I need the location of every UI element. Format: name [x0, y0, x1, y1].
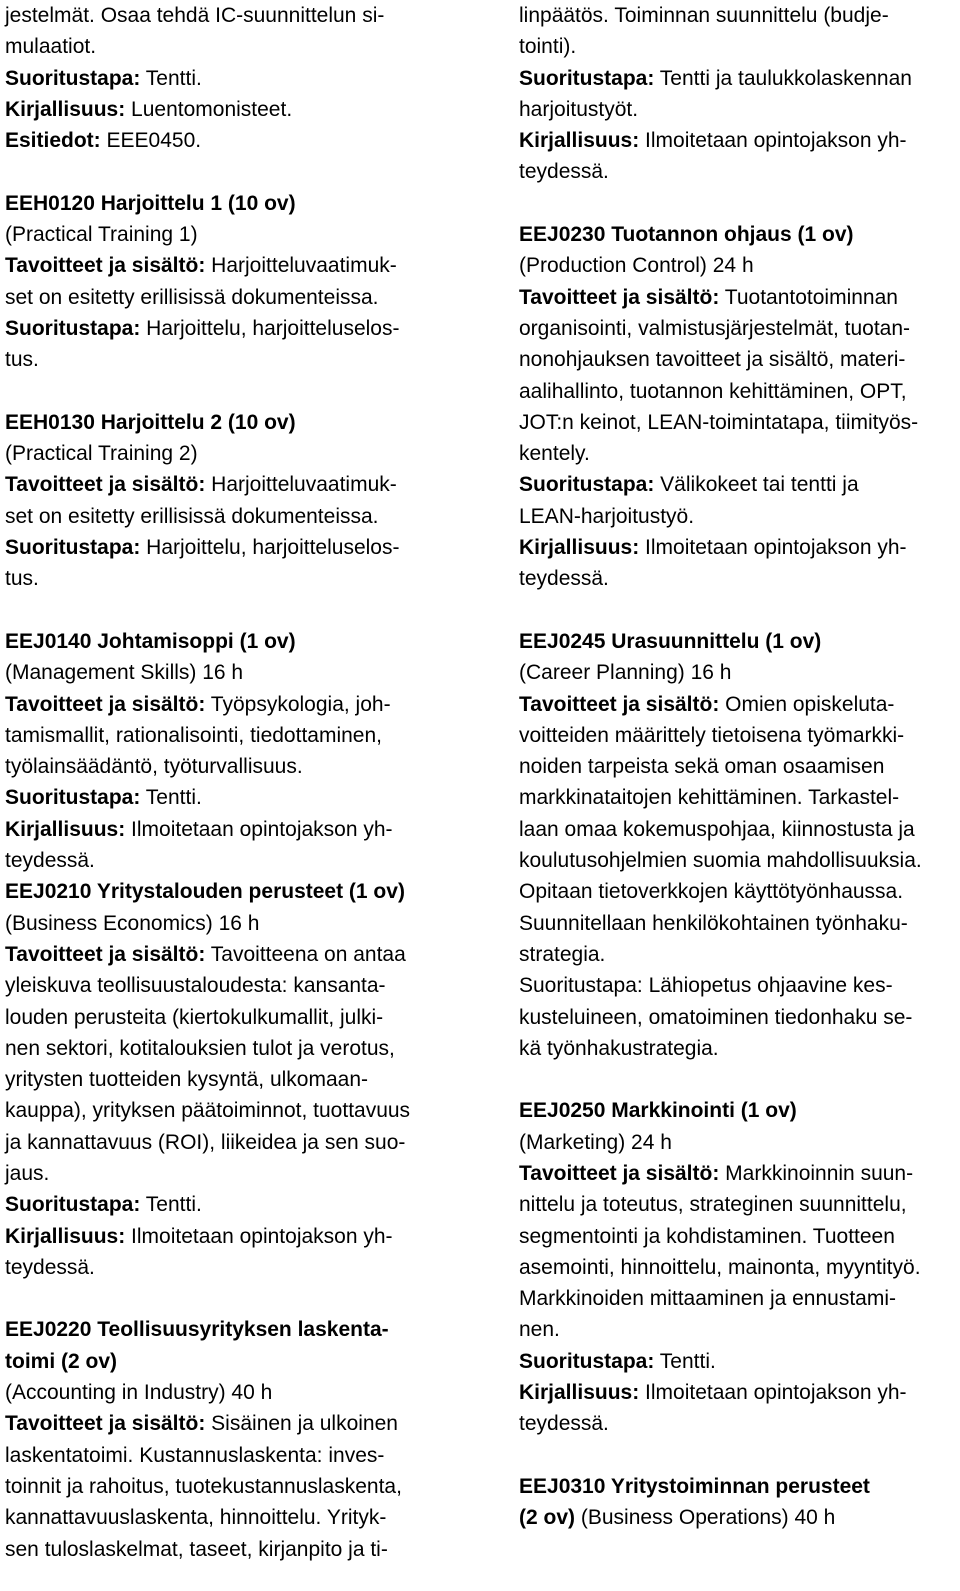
text: Tentti. [140, 1193, 202, 1217]
text-line [5, 1095, 445, 1126]
bold-text: Kirjallisuus: [5, 1224, 126, 1248]
text-line [519, 94, 959, 125]
text-line [519, 1033, 959, 1064]
text: kä työnhakustrategia. [519, 1036, 719, 1060]
text-line [519, 532, 959, 563]
text: tus. [5, 348, 39, 372]
text-line [519, 376, 959, 407]
text-line [5, 908, 445, 939]
text: laan omaa kokemuspohjaa, kiinnostusta ja [519, 817, 915, 841]
text: LEAN-harjoitustyö. [519, 504, 695, 528]
text: Harjoittelu, harjoitteluselos- [140, 536, 400, 560]
bold-text: Suoritustapa: [519, 1349, 655, 1373]
text-line [5, 1377, 445, 1408]
text-line [5, 1283, 445, 1314]
bold-text: EEJ0140 Johtamisoppi (1 ov) [5, 629, 296, 653]
text-line [519, 939, 959, 970]
text: Työpsykologia, joh- [205, 692, 391, 716]
text-line [5, 188, 445, 219]
text-line [5, 845, 445, 876]
text: Ilmoitetaan opintojakson yh- [639, 1381, 907, 1405]
text-line [5, 1158, 445, 1189]
text: voitteiden määrittely tietoisena työmarkki- [519, 723, 905, 747]
text: harjoitustyöt. [519, 97, 639, 121]
text-line [5, 501, 445, 532]
text-line [519, 1502, 959, 1533]
text-line [519, 1158, 959, 1189]
text: kauppa), yrityksen päätoiminnot, tuottavuus [5, 1099, 411, 1123]
bold-text: EEJ0210 Yritystalouden perusteet (1 ov) [5, 880, 405, 904]
text: (Practical Training 1) [5, 223, 198, 247]
text: EEE0450. [100, 129, 202, 153]
text-line [519, 250, 959, 281]
text: Suoritustapa: Lähiopetus ohjaavine kes- [519, 974, 893, 998]
text: (Management Skills) 16 h [5, 661, 244, 685]
text: markkinataitojen kehittäminen. Tarkastel- [519, 786, 900, 810]
text-line [519, 908, 959, 939]
text: noiden tarpeista sekä oman osaamisen [519, 755, 885, 779]
text: Tentti. [140, 786, 202, 810]
text: louden perusteita (kiertokulkumallit, julki- [5, 1005, 384, 1029]
bold-text: Tavoitteet ja sisältö: [5, 254, 206, 278]
text-line [5, 1033, 445, 1064]
text-line [519, 782, 959, 813]
bold-text: Kirjallisuus: [519, 536, 640, 560]
text-line [5, 1127, 445, 1158]
text-line [519, 814, 959, 845]
bold-text: (2 ov) [519, 1506, 576, 1530]
bold-text: EEJ0250 Markkinointi (1 ov) [519, 1099, 797, 1123]
bold-text: Suoritustapa: [5, 1193, 141, 1217]
bold-text: EEJ0230 Tuotannon ohjaus (1 ov) [519, 223, 854, 247]
text-line [519, 751, 959, 782]
text-line [5, 1314, 445, 1345]
text: kusteluineen, omatoiminen tiedonhaku se- [519, 1005, 913, 1029]
text-line [5, 939, 445, 970]
text: toinnit ja rahoitus, tuotekustannuslaskenta, [5, 1474, 402, 1498]
text: jestelmät. Osaa tehdä IC-suunnittelun si- [5, 4, 385, 27]
text-line [519, 469, 959, 500]
text: Omien opiskeluta- [719, 692, 895, 716]
text: segmentointi ja kohdistaminen. Tuotteen [519, 1224, 895, 1248]
text-line [5, 1534, 445, 1565]
text: Luentomonisteet. [125, 97, 293, 121]
text-line [519, 407, 959, 438]
text: Tentti ja taulukkolaskennan [654, 66, 912, 90]
text-line [519, 1002, 959, 1033]
text-line [5, 532, 445, 563]
text-line [519, 344, 959, 375]
text-line [5, 626, 445, 657]
text: kannattavuuslaskenta, hinnoittelu. Yrityk- [5, 1506, 387, 1530]
text: (Production Control) 24 h [519, 254, 754, 278]
text-line [519, 970, 959, 1001]
text: Harjoitteluvaatimuk- [205, 473, 397, 497]
text: Markkinoiden mittaaminen ja ennustami- [519, 1287, 897, 1311]
text-line [519, 1471, 959, 1502]
text: sen tuloslaskelmat, taseet, kirjanpito ja ti- [5, 1537, 388, 1561]
text: (Marketing) 24 h [519, 1130, 672, 1154]
text: teydessä. [5, 849, 95, 873]
text: laskentatoimi. Kustannuslaskenta: inves- [5, 1443, 385, 1467]
text: nen sektori, kotitalouksien tulot ja verotus, [5, 1036, 395, 1060]
text-line [519, 657, 959, 688]
text-line [519, 1440, 959, 1471]
text-line [5, 313, 445, 344]
text-line [5, 1408, 445, 1439]
text-line [519, 720, 959, 751]
text-line [519, 876, 959, 907]
text: tamismallit, rationalisointi, tiedottaminen, [5, 723, 382, 747]
text-line [5, 563, 445, 594]
text: JOT:n keinot, LEAN-toimintatapa, tiimityös- [519, 410, 919, 434]
text-line [5, 282, 445, 313]
bold-text: EEH0120 Harjoittelu 1 (10 ov) [5, 191, 296, 215]
text-line [5, 376, 445, 407]
text: tointi). [519, 35, 577, 59]
text: strategia. [519, 942, 606, 966]
text-line [5, 31, 445, 62]
text-line [5, 876, 445, 907]
bold-text: Suoritustapa: [5, 66, 141, 90]
text: Tentti. [140, 66, 202, 90]
text-line [519, 438, 959, 469]
bold-text: Suoritustapa: [5, 786, 141, 810]
bold-text: Tavoitteet ja sisältö: [5, 1412, 206, 1436]
text: kentely. [519, 442, 590, 466]
text: (Practical Training 2) [5, 442, 198, 466]
text: koulutusohjelmien suomia mahdollisuuksia. [519, 849, 922, 873]
text: Markkinoinnin suun- [719, 1161, 914, 1185]
text-line [519, 1189, 959, 1220]
text: set on esitetty erillisissä dokumenteissa. [5, 285, 379, 309]
text-line [5, 751, 445, 782]
bold-text: EEJ0245 Urasuunnittelu (1 ov) [519, 629, 822, 653]
bold-text: Tavoitteet ja sisältö: [5, 692, 206, 716]
text-line [5, 1346, 445, 1377]
text: (Business Operations) 40 h [575, 1506, 836, 1530]
text-line [5, 156, 445, 187]
bold-text: Tavoitteet ja sisältö: [519, 285, 720, 309]
text: teydessä. [519, 1412, 609, 1436]
text: Ilmoitetaan opintojakson yh- [125, 817, 393, 841]
text: teydessä. [519, 160, 609, 184]
text-line [519, 501, 959, 532]
text: Harjoittelu, harjoitteluselos- [140, 316, 400, 340]
text: yleiskuva teollisuustaloudesta: kansanta- [5, 974, 386, 998]
text: tus. [5, 567, 39, 591]
text-line [519, 63, 959, 94]
bold-text: Suoritustapa: [5, 536, 141, 560]
text-line [519, 563, 959, 594]
text-line [519, 1314, 959, 1345]
text-line [519, 1127, 959, 1158]
text-line [519, 689, 959, 720]
text-line [519, 219, 959, 250]
text: teydessä. [519, 567, 609, 591]
text-line [519, 1221, 959, 1252]
text-line [519, 1377, 959, 1408]
text-line [519, 313, 959, 344]
text-line [5, 344, 445, 375]
text-line [5, 1252, 445, 1283]
text: asemointi, hinnoittelu, mainonta, myyntityö. [519, 1255, 921, 1279]
text: Ilmoitetaan opintojakson yh- [639, 536, 907, 560]
text-line [5, 469, 445, 500]
text: Harjoitteluvaatimuk- [205, 254, 397, 278]
text: nen. [519, 1318, 560, 1342]
text-line [5, 1064, 445, 1095]
text: (Business Economics) 16 h [5, 911, 260, 935]
text: Ilmoitetaan opintojakson yh- [125, 1224, 393, 1248]
text: nittelu ja toteutus, strateginen suunnittelu, [519, 1193, 907, 1217]
bold-text: EEH0130 Harjoittelu 2 (10 ov) [5, 410, 296, 434]
text: nonohjauksen tavoitteet ja sisältö, materi- [519, 348, 906, 372]
bold-text: Tavoitteet ja sisältö: [519, 692, 720, 716]
text-line [519, 125, 959, 156]
bold-text: Suoritustapa: [519, 66, 655, 90]
bold-text: Tavoitteet ja sisältö: [5, 942, 206, 966]
bold-text: toimi (2 ov) [5, 1349, 118, 1373]
text-line [519, 282, 959, 313]
text-line [5, 438, 445, 469]
text: Ilmoitetaan opintojakson yh- [639, 129, 907, 153]
bold-text: EEJ0220 Teollisuusyrityksen laskenta- [5, 1318, 389, 1342]
text-line [519, 1252, 959, 1283]
text: työlainsäädäntö, työturvallisuus. [5, 755, 303, 779]
text: organisointi, valmistusjärjestelmät, tuotan- [519, 316, 911, 340]
text: set on esitetty erillisissä dokumenteissa. [5, 504, 379, 528]
text-line [5, 125, 445, 156]
text-line [5, 1221, 445, 1252]
text: (Career Planning) 16 h [519, 661, 732, 685]
bold-text: Kirjallisuus: [5, 97, 126, 121]
text-line [519, 188, 959, 219]
text-line [519, 1283, 959, 1314]
bold-text: EEJ0310 Yritystoiminnan perusteet [519, 1474, 870, 1498]
text-line [5, 689, 445, 720]
text: jaus. [5, 1161, 50, 1185]
bold-text: Tavoitteet ja sisältö: [519, 1161, 720, 1185]
text-line [5, 720, 445, 751]
text-line [5, 782, 445, 813]
text-line [5, 595, 445, 626]
text-line [5, 1002, 445, 1033]
text: linpäätös. Toiminnan suunnittelu (budje- [519, 4, 889, 27]
text: Sisäinen ja ulkoinen [205, 1412, 398, 1436]
text: (Accounting in Industry) 40 h [5, 1381, 273, 1405]
text-line [5, 63, 445, 94]
text-line [5, 814, 445, 845]
text: Suunnitellaan henkilökohtainen työnhaku- [519, 911, 908, 935]
text-line [5, 1502, 445, 1533]
text: teydessä. [5, 1255, 95, 1279]
text-line [5, 1440, 445, 1471]
text: Opitaan tietoverkkojen käyttötyönhaussa. [519, 880, 904, 904]
text-line [5, 1189, 445, 1220]
text-line [5, 970, 445, 1001]
text-line [519, 0, 959, 31]
left-column [5, 0, 445, 1591]
bold-text: Kirjallisuus: [519, 1381, 640, 1405]
text-line [519, 1346, 959, 1377]
text-line [5, 657, 445, 688]
text: Tuotantotoiminnan [719, 285, 898, 309]
text: aalihallinto, tuotannon kehittäminen, OPT, [519, 379, 907, 403]
text-line [5, 219, 445, 250]
text-line [5, 250, 445, 281]
text: Välikokeet tai tentti ja [654, 473, 859, 497]
text: ja kannattavuus (ROI), liikeidea ja sen suo- [5, 1130, 406, 1154]
bold-text: Suoritustapa: [5, 316, 141, 340]
bold-text: Suoritustapa: [519, 473, 655, 497]
text-line [5, 407, 445, 438]
text-line [519, 595, 959, 626]
bold-text: Kirjallisuus: [5, 817, 126, 841]
text-line [5, 1471, 445, 1502]
bold-text: Tavoitteet ja sisältö: [5, 473, 206, 497]
text-line [519, 845, 959, 876]
text-line [519, 156, 959, 187]
text-line [519, 1095, 959, 1126]
bold-text: Kirjallisuus: [519, 129, 640, 153]
text-line [519, 31, 959, 62]
text-line [519, 1408, 959, 1439]
text-line [5, 94, 445, 125]
text: mulaatiot. [5, 35, 97, 59]
text: Tentti. [654, 1349, 716, 1373]
text-line [519, 1064, 959, 1095]
right-column [519, 0, 959, 1591]
text: yritysten tuotteiden kysyntä, ulkomaan- [5, 1068, 369, 1092]
text: Tavoitteena on antaa [205, 942, 406, 966]
text-line [5, 0, 445, 31]
text-line [519, 626, 959, 657]
bold-text: Esitiedot: [5, 129, 101, 153]
